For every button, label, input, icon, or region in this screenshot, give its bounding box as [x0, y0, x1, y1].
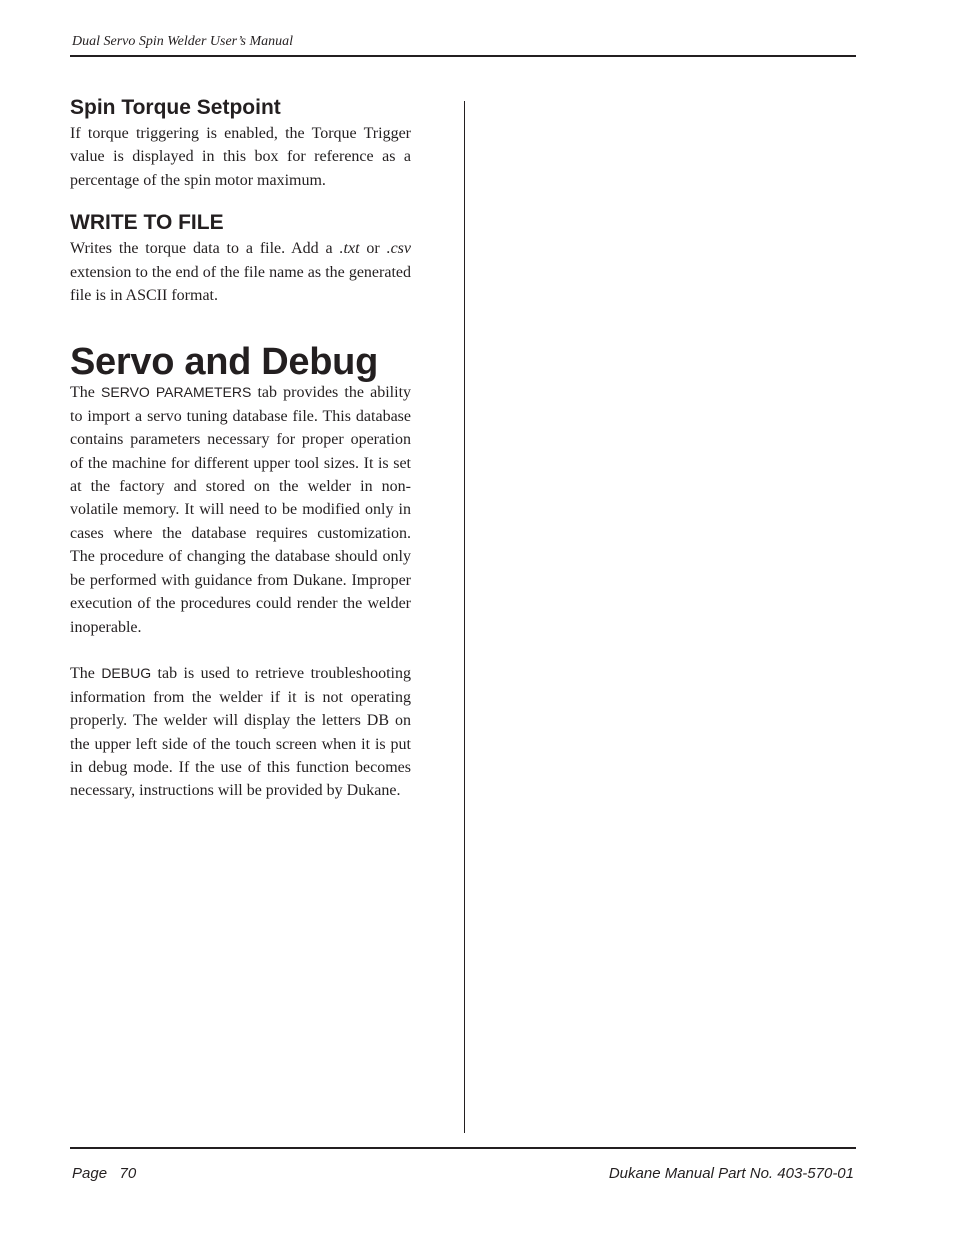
manual-part-number: Dukane Manual Part No. 403-570-01 — [608, 1165, 854, 1182]
debug-p2-text: tab is used to retrieve troubleshooting information from the welder if it is not operating properly. The welder will display the letters DB on the upper left side of the touch screen when it is put in debug mode. If the use of this function becomes necessary, instructions will be provided by Dukane. — [70, 665, 412, 800]
write-to-file-text-2: extension to the end of the file name as the generated file is in ASCII format. — [70, 263, 411, 305]
debug-paragraph — [70, 662, 411, 802]
left-column — [70, 96, 411, 803]
spin-torque-heading: Spin Torque Setpoint — [70, 96, 281, 119]
servo-parameters-paragraph — [70, 381, 411, 638]
csv-extension: .csv — [386, 240, 412, 258]
footer-rule — [70, 1147, 856, 1149]
write-to-file-body — [70, 237, 411, 307]
servo-parameters-tab-name: SERVO PARAMETERS — [101, 384, 252, 401]
servo-debug-title: Servo and Debug — [70, 341, 378, 384]
servo-p1-the: The — [70, 384, 102, 402]
servo-p1-text: tab provides the ability to import a servo tuning database file. This database contains parameters necessary for proper operation of the machine for different upper tool sizes. It is set at the factory and stored on the welder in non-volatile memory. It will need to be modified only in cases where the database requires customization. The procedure of changing the database should only be performed with guidance from Dukane. Improper execution of the procedures could render the welder inoperable. — [70, 384, 412, 636]
running-header: Dual Servo Spin Welder User’s Manual — [72, 34, 294, 49]
header-rule — [70, 55, 856, 57]
page-number: Page 70 — [72, 1165, 137, 1182]
txt-extension: .txt — [339, 240, 360, 258]
debug-p2-the: The — [70, 665, 102, 683]
spin-torque-body: If torque triggering is enabled, the Torque Trigger value is displayed in this box for reference as a percentage of the spin motor maximum. — [70, 125, 411, 189]
write-to-file-or: or — [359, 240, 387, 258]
debug-tab-name: DEBUG — [101, 665, 152, 682]
write-to-file-heading: WRITE TO FILE — [70, 211, 224, 235]
column-divider — [464, 101, 465, 1133]
write-to-file-text-1: Writes the torque data to a file. Add a — [70, 240, 340, 258]
